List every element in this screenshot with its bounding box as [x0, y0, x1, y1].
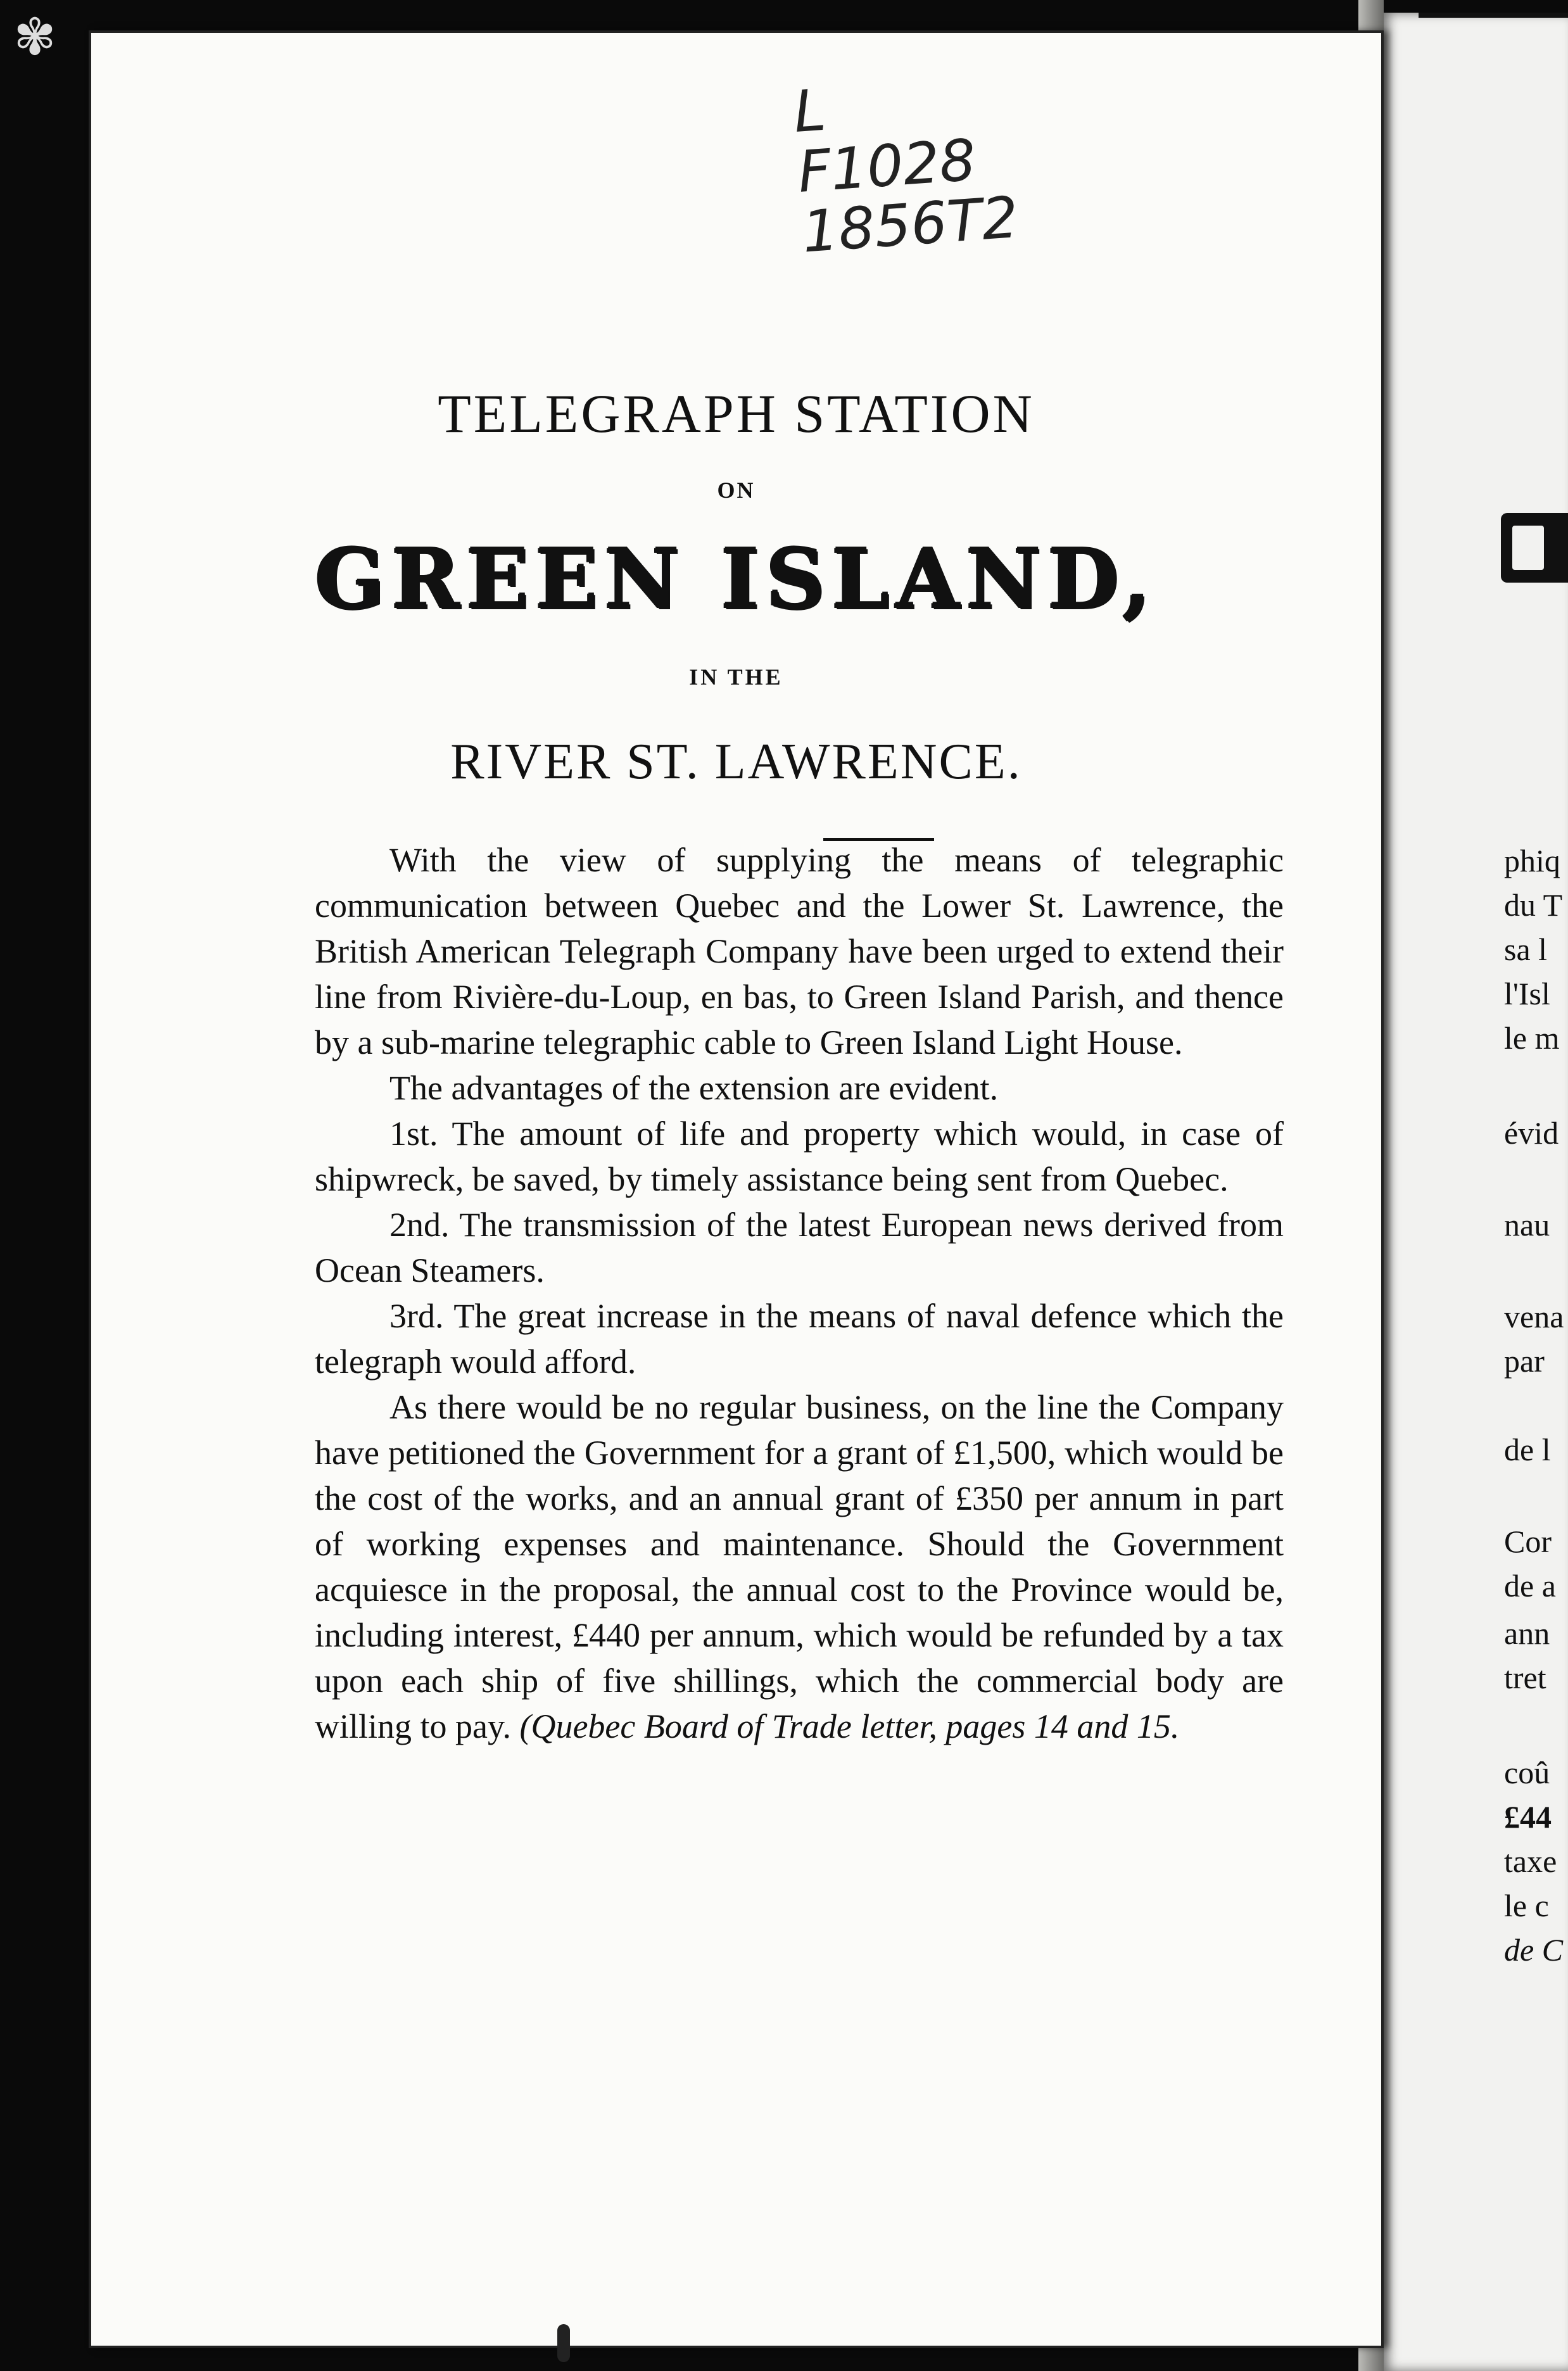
next-page-line: vena	[1504, 1299, 1564, 1334]
paragraph: 2nd. The transmission of the latest European news derived from Ocean Steamers.	[315, 1206, 1284, 1289]
next-page-heading-letter	[1501, 513, 1568, 583]
next-page-line: de l	[1504, 1432, 1551, 1467]
next-page-line: par	[1504, 1343, 1545, 1379]
paragraph: 3rd. The great increase in the means of naval defence which the telegraph would afford.	[315, 1297, 1284, 1381]
paragraph-text: As there would be no regular business, on the line the Company have petitioned the Government for a grant of £1,500, which would be the cost of the works, and an annual grant of £350 per annum in part of working expenses and maintenance. Should the Government acquiesce in the proposal, the annual cost to the Province would be, including interest, £440 per annum, which would be refunded by a tax upon each ship of five shillings, which the commercial body are willing to pay.	[315, 1388, 1284, 1745]
next-page-fragment	[1381, 13, 1568, 2371]
title-line-2: ON	[717, 477, 756, 503]
handwritten-call-number	[792, 67, 1021, 266]
next-page-top-rule	[1419, 13, 1568, 18]
title-line-1: TELEGRAPH STATION	[438, 383, 1035, 444]
paragraph: With the view of supplying the means of telegraphic communication between Quebec and the Lower St. Lawrence, the British American Telegraph Company have been urged to extend their line from Rivière-du-Loup, en bas, to Green Island Parish, and thence by a sub-marine telegraphic cable to Green Island Light House.	[315, 841, 1284, 1061]
next-page-line: le m	[1504, 1020, 1560, 1056]
citation: (Quebec Board of Trade letter, pages 14 and 15.	[519, 1707, 1180, 1745]
next-page-line: du T	[1504, 887, 1563, 923]
next-page-line: phiq	[1504, 843, 1560, 878]
call-number-line: L	[792, 77, 828, 146]
next-page-line: ann	[1504, 1615, 1550, 1651]
title-line-3-decorative: GREEN ISLAND,	[315, 531, 1158, 628]
body-text	[315, 837, 1284, 1749]
scan-artifact	[557, 2324, 570, 2362]
next-page-line: coû	[1504, 1755, 1550, 1790]
next-page-line: taxe	[1504, 1843, 1557, 1879]
paragraph: The advantages of the extension are evident.	[389, 1069, 999, 1107]
next-page-line: évid	[1504, 1115, 1559, 1151]
next-page-line: le c	[1504, 1888, 1549, 1923]
next-page-line: de C	[1504, 1932, 1564, 1968]
next-page-line: Cor	[1504, 1524, 1552, 1559]
next-page-line: l'Isl	[1504, 976, 1550, 1011]
next-page-line: nau	[1504, 1207, 1550, 1242]
call-number-line: F1028	[795, 127, 978, 206]
next-page-line: £44	[1504, 1799, 1552, 1835]
paragraph: 1st. The amount of life and property which would, in case of shipwreck, be saved, by timely assistance being sent from Quebec.	[315, 1115, 1284, 1198]
title-line-5: RIVER ST. LAWRENCE.	[450, 734, 1022, 790]
corner-ornament-icon: ✾	[13, 8, 56, 66]
paragraph	[315, 1384, 1284, 1749]
next-page-line: de a	[1504, 1568, 1556, 1603]
next-page-line: sa l	[1504, 932, 1548, 967]
next-page-line: tret	[1504, 1660, 1546, 1695]
call-number-line: 1856T2	[800, 184, 1021, 266]
title-line-4: IN THE	[689, 664, 783, 690]
